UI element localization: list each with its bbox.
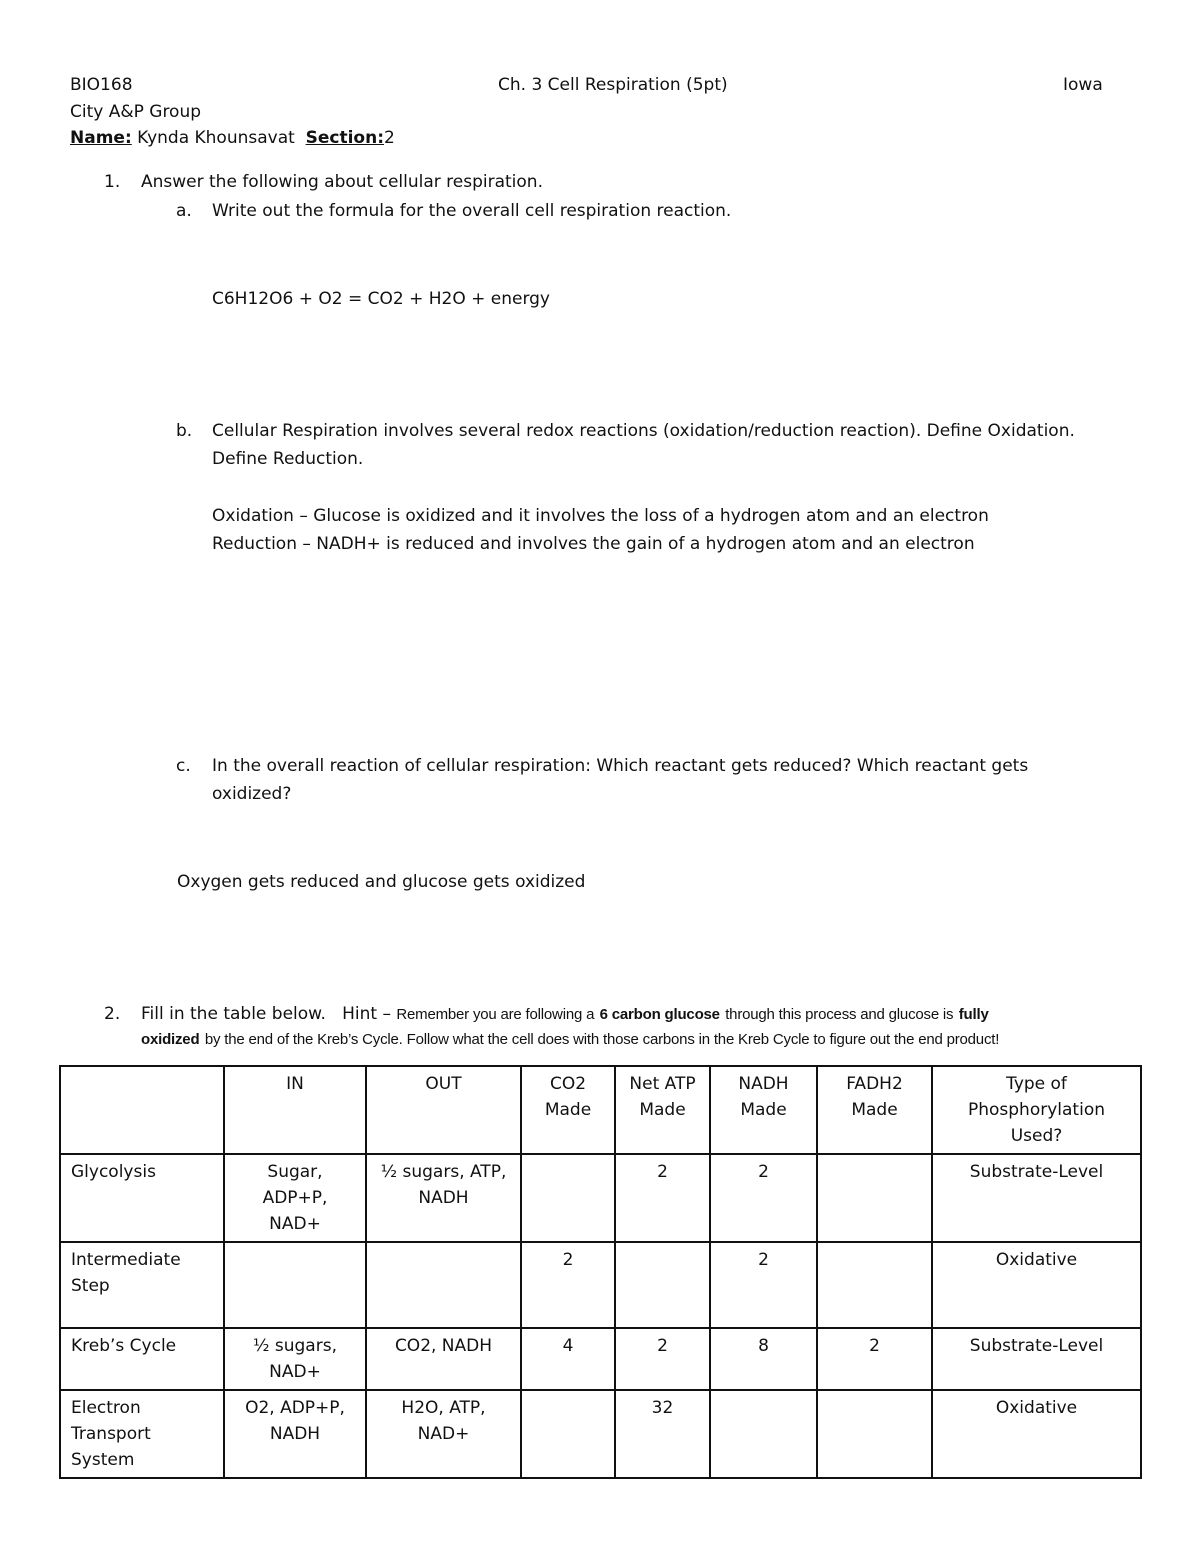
q2-hint-part3: by the end of the Kreb’s Cycle. Follow what the cell does with those carbons in the Kreb Cycle to figure out the end product!	[204, 1031, 1000, 1048]
q1b-answer-oxidation: Oxidation – Glucose is oxidized and it involves the loss of a hydrogen atom and an electron	[212, 506, 989, 526]
cell-stage: Intermediate Step	[60, 1242, 224, 1328]
q2-hint-bold3: oxidized	[141, 1031, 200, 1048]
table-row-electron-transport	[60, 1390, 1141, 1478]
page-title: Ch. 3 Cell Respiration (5pt)	[498, 75, 728, 95]
student-name: Kynda Khounsavat	[137, 128, 295, 148]
q2-prompt: Fill in the table below.	[141, 1004, 326, 1024]
q1-number: 1.	[104, 172, 121, 192]
cell-out: H2O, ATP, NAD+	[366, 1390, 521, 1478]
cell-out	[366, 1242, 521, 1328]
cell-atp: 2	[615, 1328, 710, 1390]
cell-type: Substrate-Level	[932, 1154, 1141, 1242]
cell-fadh2: 2	[817, 1328, 932, 1390]
cell-co2: 2	[521, 1242, 615, 1328]
q2-hint-bold1: 6 carbon glucose	[599, 1006, 720, 1023]
name-label: Name:	[70, 128, 132, 148]
q1c-prompt-line1: In the overall reaction of cellular respiration: Which reactant gets reduced? Which reactant gets	[212, 756, 1029, 776]
cell-out: ½ sugars, ATP, NADH	[366, 1154, 521, 1242]
cell-out: CO2, NADH	[366, 1328, 521, 1390]
q1b-prompt-line2: Define Reduction.	[212, 449, 364, 469]
q1c-answer: Oxygen gets reduced and glucose gets oxidized	[177, 872, 586, 892]
table-row-krebs	[60, 1328, 1141, 1390]
header-cell-co2: CO2 Made	[521, 1066, 615, 1154]
q1c-marker: c.	[176, 756, 191, 776]
cell-fadh2	[817, 1154, 932, 1242]
section-value: 2	[384, 128, 395, 148]
section-label: Section:	[305, 128, 385, 148]
q1b-marker: b.	[176, 421, 193, 441]
cell-atp: 2	[615, 1154, 710, 1242]
cell-stage: Electron Transport System	[60, 1390, 224, 1478]
cell-nadh: 2	[710, 1154, 817, 1242]
q2-hint-label: Hint –	[342, 1004, 391, 1024]
cell-co2	[521, 1390, 615, 1478]
header-cell-fadh2: FADH2 Made	[817, 1066, 932, 1154]
cell-in: O2, ADP+P, NADH	[224, 1390, 366, 1478]
cell-in	[224, 1242, 366, 1328]
q2-hint-part1: Remember you are following a	[396, 1006, 595, 1023]
course-code: BIO168	[70, 75, 133, 95]
q1a-marker: a.	[176, 201, 192, 221]
cell-nadh: 8	[710, 1328, 817, 1390]
header-cell-stage	[60, 1066, 224, 1154]
cell-stage: Kreb’s Cycle	[60, 1328, 224, 1390]
q2-hint-part2: through this process and glucose is	[725, 1006, 954, 1023]
table-header-row	[60, 1066, 1141, 1154]
location-line2: City A&P Group	[70, 102, 202, 122]
location-line1: Iowa	[1063, 75, 1103, 95]
cell-atp	[615, 1242, 710, 1328]
cell-atp: 32	[615, 1390, 710, 1478]
q2-hint-bold2: fully	[958, 1006, 989, 1023]
q1b-prompt-line1: Cellular Respiration involves several redox reactions (oxidation/reduction reaction). Define Oxidation.	[212, 421, 1075, 441]
cell-co2	[521, 1154, 615, 1242]
respiration-table	[59, 1065, 1142, 1479]
header-cell-type: Type of Phosphorylation Used?	[932, 1066, 1141, 1154]
q2-number: 2.	[104, 1004, 121, 1024]
q1-prompt: Answer the following about cellular respiration.	[141, 172, 543, 192]
header-cell-out: OUT	[366, 1066, 521, 1154]
header-cell-in: IN	[224, 1066, 366, 1154]
header-cell-nadh: NADH Made	[710, 1066, 817, 1154]
cell-fadh2	[817, 1390, 932, 1478]
cell-type: Oxidative	[932, 1242, 1141, 1328]
q1c-prompt-line2: oxidized?	[212, 784, 292, 804]
name-section-line	[70, 125, 395, 151]
q2-prompt-line2	[141, 1026, 999, 1053]
cell-in: ½ sugars, NAD+	[224, 1328, 366, 1390]
cell-nadh: 2	[710, 1242, 817, 1328]
table-row-intermediate	[60, 1242, 1141, 1328]
cell-type: Oxidative	[932, 1390, 1141, 1478]
cell-fadh2	[817, 1242, 932, 1328]
table-row-glycolysis	[60, 1154, 1141, 1242]
cell-type: Substrate-Level	[932, 1328, 1141, 1390]
cell-in: Sugar, ADP+P, NAD+	[224, 1154, 366, 1242]
q1a-answer: C6H12O6 + O2 = CO2 + H2O + energy	[212, 289, 550, 309]
cell-nadh	[710, 1390, 817, 1478]
q1b-answer-reduction: Reduction – NADH+ is reduced and involves the gain of a hydrogen atom and an electron	[212, 534, 975, 554]
cell-co2: 4	[521, 1328, 615, 1390]
q1a-prompt: Write out the formula for the overall cell respiration reaction.	[212, 201, 732, 221]
q2-prompt-line1	[141, 1001, 989, 1028]
cell-stage: Glycolysis	[60, 1154, 224, 1242]
header-cell-atp: Net ATP Made	[615, 1066, 710, 1154]
